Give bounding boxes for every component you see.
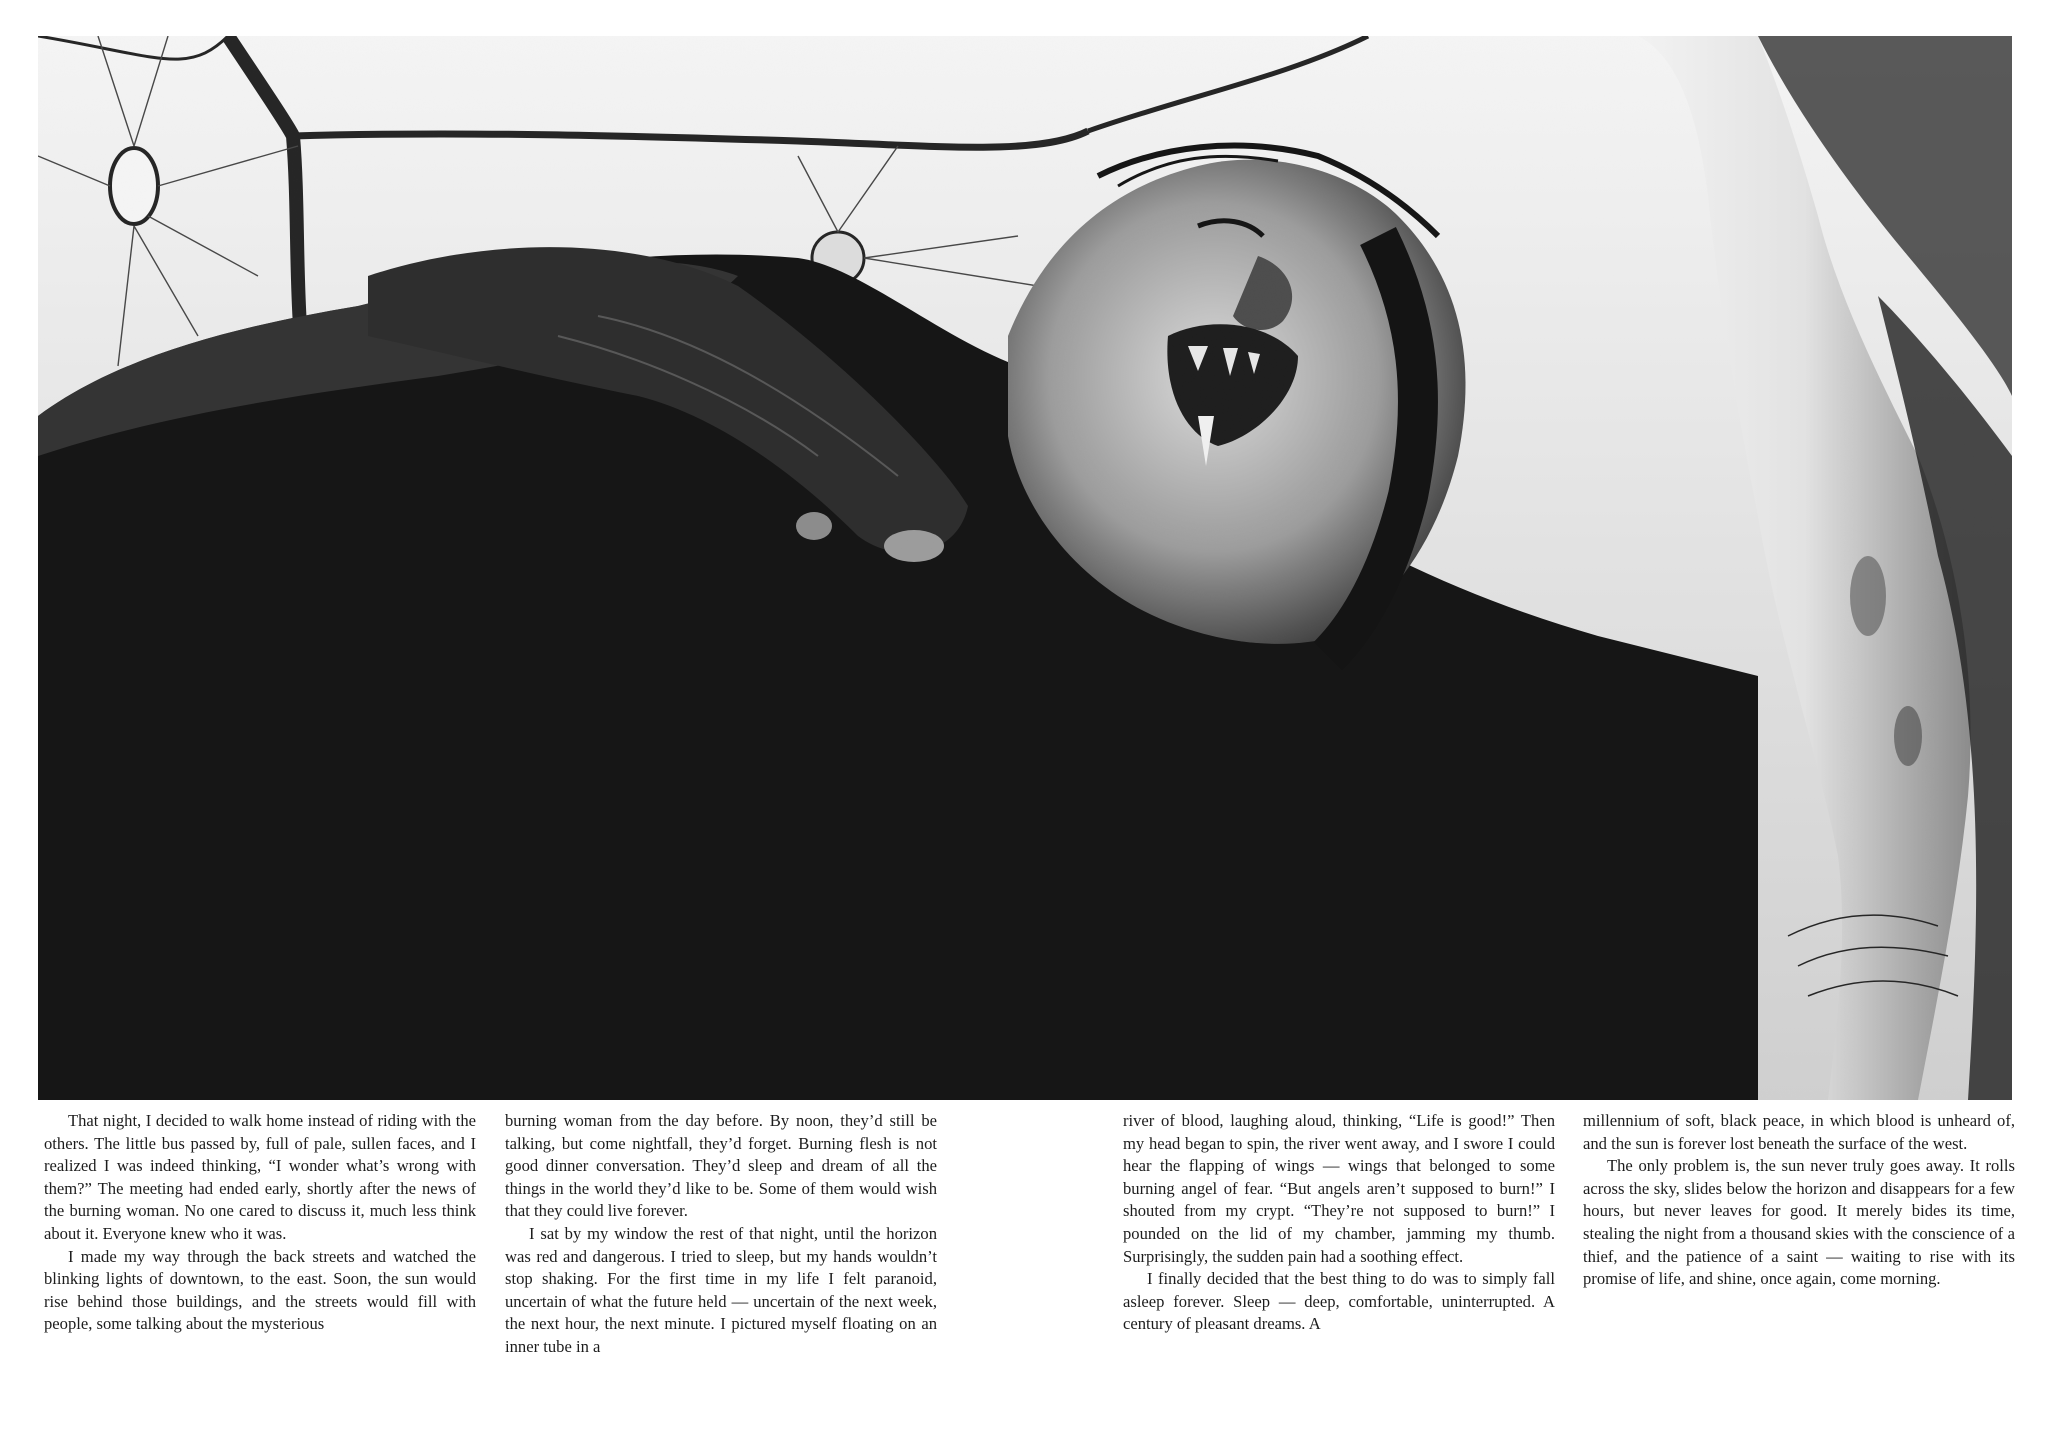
story-text (0, 1110, 2048, 1410)
paragraph: river of blood, laughing aloud, thinking, “Life is good!” Then my head began to spin, the river went away, and I swore I could hear the flapping of wings — wings that belonged to some burning angel of fear. “But angels aren’t supposed to burn!” I shouted from my crypt. “They’re not supposed to burn!” I pounded on the lid of my chamber, jamming my thumb. Surprisingly, the sudden pain had a soothing effect. (1123, 1111, 1555, 1266)
text-column-4 (1583, 1110, 2015, 1291)
paragraph: I finally decided that the best thing to do was to simply fall asleep forever. Sleep — deep, comfortable, uninterrupted. A century of pleasant dreams. A (1123, 1269, 1555, 1334)
text-column-2 (505, 1110, 937, 1359)
paragraph: I sat by my window the rest of that night, until the horizon was red and dangerous. I tried to sleep, but my hands wouldn’t stop shaking. For the first time in my life I felt paranoid, uncertain of what the future held — uncertain of the next week, the next hour, the next minute. I pictured myself floating on an inner tube in a (505, 1223, 937, 1356)
text-column-1 (44, 1110, 476, 1336)
paragraph: millennium of soft, black peace, in which blood is unheard of, and the sun is forever lost beneath the surface of the west. (1583, 1111, 2015, 1153)
paragraph: The only problem is, the sun never truly goes away. It rolls across the sky, slides below the horizon and disappears for a few hours, but never leaves for good. It merely bides its time, stealing the night from a thousand skies with the conscience of a thief, and the patience of a saint — waiting to rise with its promise of life, and shine, once again, come morning. (1583, 1156, 2015, 1289)
paragraph: I made my way through the back streets and watched the blinking lights of downtown, to the east. Soon, the sun would rise behind those buildings, and the streets would fill with people, some talking about the mysterious (44, 1246, 476, 1334)
illustration-artwork (38, 36, 2012, 1100)
paragraph: burning woman from the day before. By noon, they’d still be talking, but come nightfall, they’d forget. Burning flesh is not good dinner conversation. They’d sleep and dream of all the things in the world they’d like to be. Some of them would wish that they could live forever. (505, 1111, 937, 1221)
text-column-3 (1123, 1110, 1555, 1336)
paragraph: That night, I decided to walk home instead of riding with the others. The little bus passed by, full of pale, sullen faces, and I realized I was indeed thinking, “I wonder what’s wrong with them?” The meeting had ended early, shortly after the news of the burning woman. No one cared to discuss it, much less think about it. Everyone knew who it was. (44, 1111, 476, 1243)
vampire-illustration (38, 36, 2012, 1100)
